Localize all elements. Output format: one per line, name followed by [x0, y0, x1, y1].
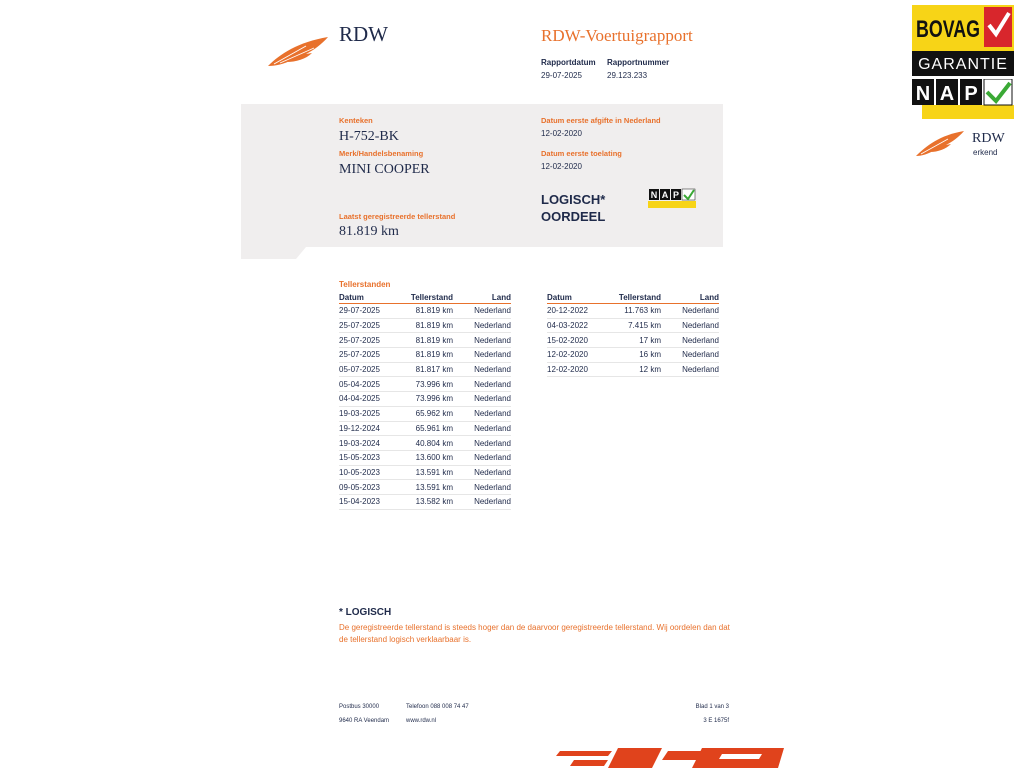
reading-date: 25-07-2025 [339, 335, 380, 345]
reading-country: Nederland [474, 423, 511, 433]
reading-country: Nederland [474, 321, 511, 331]
reading-country: Nederland [682, 321, 719, 331]
nap-letter-a: A [939, 83, 955, 105]
first-nl-label: Datum eerste afgifte in Nederland [541, 116, 661, 125]
table-row [339, 377, 511, 392]
col-date-header: Datum [339, 293, 364, 302]
reading-value: 81.819 km [415, 321, 453, 331]
report-number-label: Rapportnummer [607, 58, 670, 67]
verdict-line-1: LOGISCH* [541, 192, 606, 207]
table-row [547, 348, 719, 363]
reading-country: Nederland [474, 350, 511, 360]
footer-code: 3 E 1675f [703, 718, 729, 724]
reading-value: 13.591 km [415, 467, 453, 477]
table-row [339, 407, 511, 422]
table-row [339, 392, 511, 407]
nap-small-letter-p: P [672, 190, 680, 200]
footer-postbus: Postbus 30000 [339, 704, 380, 710]
reading-date: 12-02-2020 [547, 365, 588, 375]
col-country-header: Land [491, 293, 511, 302]
reading-value: 65.962 km [415, 409, 453, 419]
reading-country: Nederland [474, 453, 511, 463]
table-row [339, 495, 511, 510]
footer-phone: Telefoon 088 008 74 47 [406, 704, 469, 710]
reading-date: 19-03-2025 [339, 409, 380, 419]
rdw-erkend-name: RDW [972, 131, 1005, 146]
reading-value: 12 km [639, 365, 661, 375]
nap-small-letter-a: A [661, 190, 669, 200]
table-row [339, 451, 511, 466]
vehicle-summary-panel [241, 104, 723, 247]
reading-date: 15-05-2023 [339, 453, 380, 463]
reading-date: 15-04-2023 [339, 497, 380, 507]
reading-date: 25-07-2025 [339, 350, 380, 360]
reading-value: 7.415 km [628, 321, 661, 331]
reading-country: Nederland [474, 365, 511, 375]
table-row [339, 422, 511, 437]
reading-date: 05-07-2025 [339, 365, 380, 375]
reading-value: 16 km [639, 350, 661, 360]
reading-country: Nederland [682, 365, 719, 375]
reading-value: 81.819 km [415, 335, 453, 345]
reading-country: Nederland [474, 394, 511, 404]
table-row [339, 480, 511, 495]
reading-value: 13.600 km [415, 453, 453, 463]
reading-date: 19-12-2024 [339, 423, 380, 433]
table-header [547, 292, 719, 304]
readings-table-right [547, 292, 719, 377]
reading-country: Nederland [474, 482, 511, 492]
table-row [339, 363, 511, 378]
table-row [547, 333, 719, 348]
table-row [339, 319, 511, 334]
reading-date: 29-07-2025 [339, 306, 380, 316]
nap-letter-n: N [915, 83, 931, 105]
rdw-feather-icon [266, 34, 330, 68]
reading-value: 13.591 km [415, 482, 453, 492]
first-admission-date: 12-02-2020 [541, 162, 582, 171]
rdw-erkend-feather-icon [914, 128, 966, 158]
table-header [339, 292, 511, 304]
reading-country: Nederland [682, 306, 719, 316]
reading-date: 10-05-2023 [339, 467, 380, 477]
readings-title: Tellerstanden [339, 280, 391, 289]
reading-country: Nederland [474, 379, 511, 389]
rdw-erkend-subtitle: erkend [973, 148, 998, 157]
reading-value: 81.817 km [415, 365, 453, 375]
reading-date: 19-03-2024 [339, 438, 380, 448]
reading-country: Nederland [474, 335, 511, 345]
reading-date: 04-04-2025 [339, 394, 380, 404]
reading-value: 81.819 km [415, 350, 453, 360]
reading-country: Nederland [682, 350, 719, 360]
footnote-text: De geregistreerde tellerstand is steeds hoger dan de daarvoor geregistreerde tellerstand. Wij oordelen dan dat de tellerstand logisch verklaarbaar is. [339, 623, 730, 644]
bovag-text: BOVAG [916, 16, 980, 43]
reading-value: 81.819 km [415, 306, 453, 316]
plate-label: Kenteken [339, 116, 373, 125]
reading-date: 15-02-2020 [547, 335, 588, 345]
reading-value: 40.804 km [415, 438, 453, 448]
table-row [547, 319, 719, 334]
reading-date: 25-07-2025 [339, 321, 380, 331]
reading-date: 04-03-2022 [547, 321, 588, 331]
garantie-text: GARANTIE [918, 56, 1008, 73]
first-admission-label: Datum eerste toelating [541, 149, 622, 158]
table-row [339, 436, 511, 451]
col-reading-header: Tellerstand [410, 293, 453, 302]
reading-country: Nederland [682, 335, 719, 345]
reading-value: 11.763 km [624, 306, 661, 316]
nap-small-logo [648, 188, 696, 208]
odometer-verdict [541, 191, 641, 225]
verdict-line-2: OORDEEL [541, 209, 606, 224]
col-reading-header: Tellerstand [618, 293, 661, 302]
reading-country: Nederland [474, 409, 511, 419]
reading-value: 13.582 km [415, 497, 453, 507]
table-row [547, 363, 719, 378]
make-label: Merk/Handelsbenaming [339, 149, 424, 158]
table-row [339, 333, 511, 348]
readings-table-left [339, 292, 511, 510]
col-date-header: Datum [547, 293, 572, 302]
footer-page: Blad 1 van 3 [695, 704, 729, 710]
table-row [547, 304, 719, 319]
reading-value: 17 km [639, 335, 661, 345]
first-nl-date: 12-02-2020 [541, 129, 582, 138]
reading-country: Nederland [474, 497, 511, 507]
reading-country: Nederland [474, 306, 511, 316]
bovag-garantie-logo [912, 5, 1014, 76]
reading-country: Nederland [474, 438, 511, 448]
table-row [339, 466, 511, 481]
report-title: RDW-Voertuigrapport [541, 26, 693, 45]
footer-website: www.rdw.nl [406, 718, 437, 724]
rdw-stripes-icon [552, 748, 784, 768]
footer-city: 9640 RA Veendam [339, 718, 390, 724]
nap-logo [912, 79, 1014, 119]
table-row [339, 348, 511, 363]
vehicle-make: MINI COOPER [339, 162, 430, 177]
last-odometer: 81.819 km [339, 224, 399, 239]
brand-title: RDW [339, 22, 388, 46]
footnote-title: * LOGISCH [339, 607, 392, 618]
col-country-header: Land [699, 293, 719, 302]
nap-letter-p: P [964, 83, 978, 105]
report-date-label: Rapportdatum [541, 58, 596, 67]
reading-date: 05-04-2025 [339, 379, 380, 389]
odometer-label: Laatst geregistreerde tellerstand [339, 212, 456, 221]
report-number: 29.123.233 [607, 71, 648, 80]
reading-value: 73.996 km [415, 379, 453, 389]
reading-value: 65.961 km [415, 423, 453, 433]
reading-value: 73.996 km [415, 394, 453, 404]
reading-date: 20-12-2022 [547, 306, 588, 316]
report-date: 29-07-2025 [541, 71, 582, 80]
license-plate: H-752-BK [339, 129, 399, 144]
reading-date: 12-02-2020 [547, 350, 588, 360]
nap-small-letter-n: N [650, 190, 658, 200]
panel-tail-shape [241, 247, 306, 259]
reading-country: Nederland [474, 467, 511, 477]
reading-date: 09-05-2023 [339, 482, 380, 492]
table-row [339, 304, 511, 319]
